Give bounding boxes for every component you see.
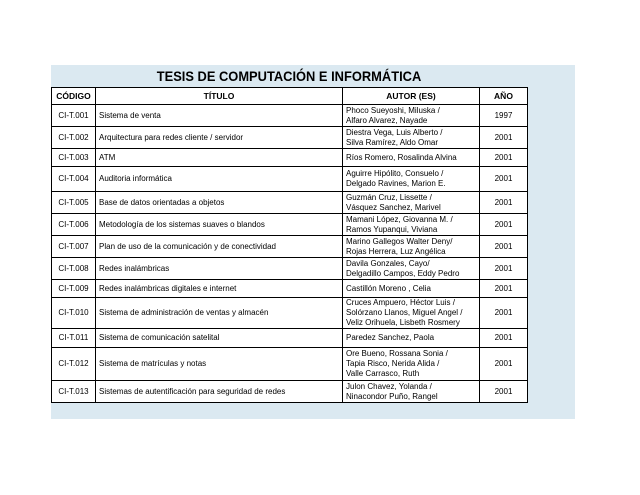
author-line: Aguirre Hipólito, Consuelo / <box>346 169 444 178</box>
cell-codigo: CI-T.011 <box>52 329 96 348</box>
table-row <box>52 149 528 167</box>
cell-titulo: Auditoria informática <box>96 167 343 192</box>
header-row <box>52 88 528 105</box>
cell-anio: 2001 <box>480 167 528 192</box>
table-row <box>52 329 528 348</box>
cell-autor <box>343 280 480 298</box>
table-row <box>52 280 528 298</box>
cell-autor <box>343 236 480 258</box>
author-line: Ramos Yupanqui, Viviana <box>346 224 438 234</box>
cell-autor <box>343 381 480 403</box>
cell-titulo: Sistema de administración de ventas y almacén <box>96 298 343 329</box>
thesis-table <box>51 87 528 403</box>
author-line: Davila Gonzales, Cayo/ <box>346 258 430 268</box>
cell-titulo: Sistemas de autentificación para seguridad de redes <box>96 381 343 403</box>
cell-codigo: CI-T.005 <box>52 192 96 214</box>
table-row <box>52 236 528 258</box>
cell-autor <box>343 258 480 280</box>
author-line: Ninacondor Puño, Rangel <box>346 391 438 401</box>
cell-titulo: Base de datos orientadas a objetos <box>96 192 343 214</box>
cell-codigo: CI-T.003 <box>52 149 96 167</box>
cell-anio: 2001 <box>480 192 528 214</box>
cell-codigo: CI-T.009 <box>52 280 96 298</box>
author-line: Mamani López, Giovanna M. / <box>346 214 453 224</box>
cell-anio: 2001 <box>480 258 528 280</box>
author-line: Silva Ramírez, Aldo Omar <box>346 137 439 147</box>
cell-titulo: Redes inalámbricas digitales e internet <box>96 280 343 298</box>
author-line: Rojas Herrera, Luz Angélica <box>346 246 446 256</box>
sheet-title: TESIS DE COMPUTACIÓN E INFORMÁTICA <box>156 68 422 84</box>
cell-codigo: CI-T.004 <box>52 167 96 192</box>
author-line: Julon Chavez, Yolanda / <box>346 381 432 391</box>
author-line: Paredez Sanchez, Paola <box>346 333 435 342</box>
cell-titulo: Arquitectura para redes cliente / servidor <box>96 127 343 149</box>
table-row <box>52 127 528 149</box>
header-codigo: CÓDIGO <box>52 88 96 105</box>
cell-codigo: CI-T.013 <box>52 381 96 403</box>
author-line: Ore Bueno, Rossana Sonia / <box>346 349 448 358</box>
cell-anio: 2001 <box>480 214 528 236</box>
author-line: Phoco Sueyoshi, Miluska / <box>346 105 440 115</box>
cell-autor <box>343 348 480 381</box>
cell-codigo: CI-T.010 <box>52 298 96 329</box>
author-line: Guzmán Cruz, Lissette / <box>346 192 432 202</box>
table-row <box>52 298 528 329</box>
cell-anio: 2001 <box>480 236 528 258</box>
cell-titulo: Sistema de venta <box>96 105 343 127</box>
table-row <box>52 381 528 403</box>
cell-anio: 2001 <box>480 280 528 298</box>
author-line: Tapia Risco, Nerida Alida / <box>346 359 440 368</box>
author-line: Vásquez Sanchez, Marivel <box>346 202 441 212</box>
cell-titulo: ATM <box>96 149 343 167</box>
table-row <box>52 105 528 127</box>
cell-anio: 1997 <box>480 105 528 127</box>
author-line: Diestra Vega, Luis Alberto / <box>346 127 443 137</box>
table-row <box>52 258 528 280</box>
header-anio: AÑO <box>480 88 528 105</box>
cell-codigo: CI-T.007 <box>52 236 96 258</box>
cell-codigo: CI-T.001 <box>52 105 96 127</box>
author-line: Valle Carrasco, Ruth <box>346 369 420 378</box>
cell-codigo: CI-T.012 <box>52 348 96 381</box>
header-autor: AUTOR (ES) <box>343 88 480 105</box>
cell-autor <box>343 214 480 236</box>
cell-anio: 2001 <box>480 127 528 149</box>
cell-titulo: Metodología de los sistemas suaves o blandos <box>96 214 343 236</box>
cell-codigo: CI-T.006 <box>52 214 96 236</box>
cell-autor <box>343 192 480 214</box>
author-line: Delgado Ravines, Marion E. <box>346 179 446 188</box>
author-line: Cruces Ampuero, Héctor Luis / <box>346 298 455 307</box>
cell-anio: 2001 <box>480 348 528 381</box>
header-titulo: TÍTULO <box>96 88 343 105</box>
cell-anio: 2001 <box>480 329 528 348</box>
cell-titulo: Plan de uso de la comunicación y de conectividad <box>96 236 343 258</box>
cell-codigo: CI-T.008 <box>52 258 96 280</box>
cell-autor <box>343 329 480 348</box>
author-line: Ríos Romero, Rosalinda Alvina <box>346 152 457 162</box>
cell-autor <box>343 167 480 192</box>
cell-anio: 2001 <box>480 298 528 329</box>
cell-autor <box>343 149 480 167</box>
cell-codigo: CI-T.002 <box>52 127 96 149</box>
table-row <box>52 348 528 381</box>
author-line: Marino Gallegos Walter Deny/ <box>346 236 453 246</box>
cell-anio: 2001 <box>480 149 528 167</box>
cell-autor <box>343 105 480 127</box>
cell-autor <box>343 127 480 149</box>
cell-titulo: Sistema de matrículas y notas <box>96 348 343 381</box>
table-row <box>52 167 528 192</box>
author-line: Delgadillo Campos, Eddy Pedro <box>346 268 460 278</box>
cell-titulo: Redes inalámbricas <box>96 258 343 280</box>
author-line: Veliz Orihuela, Lisbeth Rosmery <box>346 318 460 327</box>
table-row <box>52 214 528 236</box>
author-line: Castillón Moreno , Celia <box>346 283 431 293</box>
cell-anio: 2001 <box>480 381 528 403</box>
table-row <box>52 192 528 214</box>
author-line: Alfaro Alvarez, Nayade <box>346 115 428 125</box>
author-line: Solórzano Llanos, Miguel Angel / <box>346 308 463 317</box>
cell-autor <box>343 298 480 329</box>
cell-titulo: Sistema de comunicación satelital <box>96 329 343 348</box>
